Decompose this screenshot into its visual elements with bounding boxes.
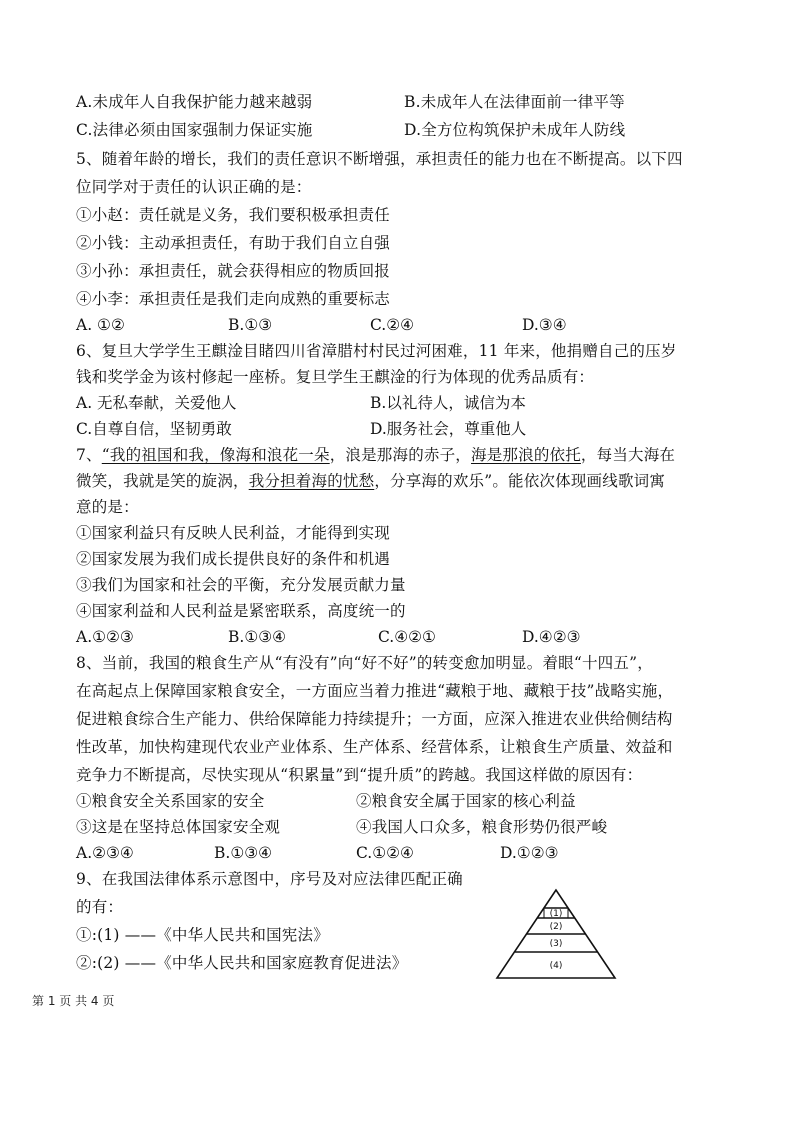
q7-number: 7、 xyxy=(76,446,102,464)
page-footer: 第 1 页 共 4 页 xyxy=(32,994,115,1008)
q7-underlined-lyric-2: 海是那浪的依托 xyxy=(471,446,581,464)
q9-stem-line1: 9、在我国法律体系示意图中，序号及对应法律匹配正确 xyxy=(76,870,463,888)
q8-option-a: A.②③④ xyxy=(76,844,134,862)
q7-option-d: D.④②③ xyxy=(522,628,581,646)
q9-stem-line2: 的有： xyxy=(76,898,124,916)
q8-option-b: B.①③④ xyxy=(214,844,273,862)
q4-option-d: D.全方位构筑保护未成年人防线 xyxy=(404,121,626,139)
q8-stem-line5: 竞争力不断提高，尽快实现从“积累量”到“提升质”的跨越。我国这样做的原因有： xyxy=(76,766,643,784)
q5-option-a: A. ①② xyxy=(76,316,125,334)
q7-underlined-lyric-3: 我分担着海的忧愁 xyxy=(248,472,375,490)
q4-option-c: C.法律必须由国家强制力保证实施 xyxy=(76,121,313,139)
q7-option-a: A.①②③ xyxy=(76,628,134,646)
q7-option-c: C.④②① xyxy=(378,628,436,646)
q8-item-4: ④我国人口众多，粮食形势仍很严峻 xyxy=(356,818,608,836)
q4-option-a: A.未成年人自我保护能力越来越弱 xyxy=(76,93,313,111)
q7-lyric-text: ，每当大海在 xyxy=(580,446,676,464)
q9-item-2: ②:(2) ——《中华人民共和国家庭教育促进法》 xyxy=(76,954,408,972)
q7-stem-line3: 意的是： xyxy=(76,498,139,516)
q5-stem-line2: 位同学对于责任的认识正确的是： xyxy=(76,178,312,196)
q5-item-4: ④小李：承担责任是我们走向成熟的重要标志 xyxy=(76,290,391,308)
q6-option-a: A. 无私奉献，关爱他人 xyxy=(76,394,237,412)
q8-stem-line4: 性改革，加快构建现代农业产业体系、生产体系、经营体系，让粮食生产质量、效益和 xyxy=(76,738,673,756)
q8-option-c: C.①②④ xyxy=(356,844,414,862)
q5-option-b: B.①③ xyxy=(228,316,273,334)
q8-item-2: ②粮食安全属于国家的核心利益 xyxy=(356,792,576,810)
q5-item-1: ①小赵：责任就是义务，我们要积极承担责任 xyxy=(76,206,391,224)
q5-item-2: ②小钱：主动承担责任，有助于我们自立自强 xyxy=(76,234,391,252)
q6-option-d: D.服务社会，尊重他人 xyxy=(370,420,527,438)
q5-option-d: D.③④ xyxy=(522,316,567,334)
q7-stem-line2 xyxy=(76,470,665,492)
q6-stem-line2: 钱和奖学金为该村修起一座桥。复旦学生王麒淦的行为体现的优秀品质有： xyxy=(76,368,595,386)
q7-lyric-text: ，分享海的欢乐”。能依次体现画线歌词寓 xyxy=(374,472,666,490)
q8-stem-line2: 在高起点上保障国家粮食安全，一方面应当着力推进“藏粮于地、藏粮于技”战略实施， xyxy=(76,682,674,700)
q6-option-b: B.以礼待人，诚信为本 xyxy=(370,394,526,412)
legal-system-pyramid-diagram xyxy=(494,888,618,982)
pyramid-label-1: (1) xyxy=(549,909,563,919)
pyramid-label-2: (2) xyxy=(549,922,563,932)
pyramid-label-4: (4) xyxy=(549,961,563,971)
q7-stem-line1 xyxy=(76,444,675,466)
q7-lyric-text: 微笑，我就是笑的旋涡， xyxy=(76,472,249,490)
q8-stem-line3: 促进粮食综合生产能力、供给保障能力持续提升；一方面，应深入推进农业供给侧结构 xyxy=(76,710,673,728)
q7-item-3: ③我们为国家和社会的平衡，充分发展贡献力量 xyxy=(76,576,406,594)
q8-item-1: ①粮食安全关系国家的安全 xyxy=(76,792,265,810)
q8-stem-line1: 8、当前，我国的粮食生产从“有没有”向“好不好”的转变愈加明显。着眼“十四五”， xyxy=(76,654,653,672)
q5-stem-line1: 5、随着年龄的增长，我们的责任意识不断增强，承担责任的能力也在不断提高。以下四 xyxy=(76,150,683,168)
q9-item-1: ①:(1) ——《中华人民共和国宪法》 xyxy=(76,926,329,944)
q5-item-3: ③小孙：承担责任，就会获得相应的物质回报 xyxy=(76,262,391,280)
pyramid-label-3: (3) xyxy=(549,939,563,949)
q5-option-c: C.②④ xyxy=(370,316,415,334)
q7-item-2: ②国家发展为我们成长提供良好的条件和机遇 xyxy=(76,550,391,568)
q7-underlined-lyric-1: “我的祖国和我，像海和浪花一朵 xyxy=(101,446,330,464)
q6-option-c: C.自尊自信，坚韧勇敢 xyxy=(76,420,232,438)
q8-item-3: ③这是在坚持总体国家安全观 xyxy=(76,818,281,836)
q7-item-4: ④国家利益和人民利益是紧密联系，高度统一的 xyxy=(76,602,406,620)
q7-option-b: B.①③④ xyxy=(228,628,287,646)
q8-option-d: D.①②③ xyxy=(500,844,559,862)
q7-item-1: ①国家利益只有反映人民利益，才能得到实现 xyxy=(76,524,391,542)
q4-option-b: B.未成年人在法律面前一律平等 xyxy=(404,93,625,111)
q6-stem-line1: 6、复旦大学学生王麒淦目睹四川省漳腊村村民过河困难，11 年来，他捐赠自己的压岁 xyxy=(76,342,677,360)
q7-lyric-text: ，浪是那海的赤子， xyxy=(329,446,472,464)
